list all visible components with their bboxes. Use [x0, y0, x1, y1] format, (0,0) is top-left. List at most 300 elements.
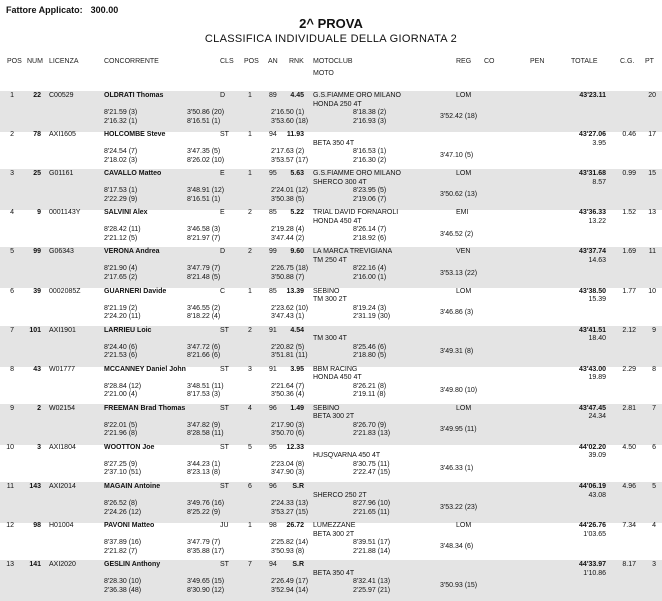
cell-time: 2'19.28 (4) [271, 226, 305, 234]
cell-time: 3'47.79 (7) [187, 539, 221, 547]
cell-num: 43 [33, 365, 41, 373]
cell-time: 8'19.24 (3) [353, 304, 387, 312]
cell-time: 8'35.88 (17) [187, 547, 225, 555]
col-pt: PT [645, 58, 654, 65]
cell-time: 8'21.66 (6) [187, 352, 221, 360]
cell-time: 8'16.51 (1) [187, 195, 221, 203]
cell-cg: 0.46 [622, 131, 636, 139]
cell-reg: LOM [456, 92, 472, 99]
cell-cg: 4.50 [622, 443, 636, 451]
cell-cls: JU [220, 522, 229, 530]
cell-licenza: AXI1605 [49, 131, 76, 139]
cell-time: 2'26.49 (17) [271, 578, 309, 586]
cell-an: 94 [269, 561, 277, 569]
cell-time: 3'50.38 (5) [271, 195, 305, 203]
cell-pos: 2 [10, 131, 14, 139]
col-concorrente: CONCORRENTE [104, 58, 159, 65]
cell-pos: 10 [6, 443, 14, 451]
cell-rnk: S.R [292, 561, 304, 569]
cell-cg: 4.96 [622, 483, 636, 490]
cell-time: 3'47.79 (7) [187, 265, 221, 273]
cell-time: 3'46.33 (1) [440, 465, 474, 473]
col-co: CO [484, 58, 495, 65]
table-row [0, 91, 662, 132]
cell-time: 8'25.22 (9) [187, 508, 221, 516]
cell-pt: 4 [652, 522, 656, 530]
cell-time: 8'26.21 (8) [353, 382, 387, 390]
cell-time: 3'53.60 (18) [271, 117, 309, 125]
cell-time: 3'53.27 (15) [271, 508, 309, 516]
cell-num: 101 [29, 326, 41, 334]
cell-an: 96 [269, 404, 277, 412]
cell-gap: 1'03.65 [583, 530, 606, 538]
cell-time: 3'48.51 (11) [187, 382, 224, 390]
cell-pos2: 6 [248, 483, 252, 490]
table-row [0, 130, 662, 171]
cell-concorrente: CAVALLO Matteo [104, 170, 162, 178]
cell-time: 3'49.95 (11) [440, 426, 477, 434]
cell-time: 8'24.40 (6) [104, 343, 138, 351]
cell-time: 2'24.20 (11) [104, 313, 141, 320]
cell-pos2: 1 [248, 287, 252, 295]
cell-moto: HUSQVARNA 450 4T [313, 452, 381, 460]
cell-cls: ST [220, 365, 229, 373]
cell-pos2: 2 [248, 248, 252, 256]
cell-time: 8'26.52 (8) [104, 500, 138, 507]
cell-totale: 44'02.20 [579, 443, 606, 451]
cell-gap: 43.08 [588, 491, 606, 499]
cell-pt: 17 [648, 131, 656, 139]
cell-time: 2'21.65 (11) [353, 508, 390, 516]
cell-time: 3'46.52 (2) [440, 230, 474, 238]
table-row [0, 247, 662, 288]
cell-reg: LOM [456, 522, 472, 530]
cell-time: 2'21.83 (13) [353, 430, 391, 438]
cell-moto: SHERCO 300 4T [313, 178, 367, 186]
cell-time: 8'26.02 (10) [187, 156, 225, 164]
cell-rnk: 13.39 [286, 287, 304, 295]
cell-time: 8'17.53 (3) [187, 391, 221, 399]
cell-licenza: W01777 [49, 365, 76, 373]
cell-time: 2'24.26 (12) [104, 508, 142, 516]
cell-cls: D [220, 92, 226, 99]
cell-moto: BETA 300 2T [313, 530, 355, 538]
cell-an: 94 [269, 131, 277, 139]
fattore-applicato [6, 5, 118, 15]
cell-licenza: C00529 [49, 92, 74, 99]
cell-time: 2'22.47 (15) [353, 469, 391, 477]
cell-time: 3'49.31 (8) [440, 347, 474, 355]
cell-time: 8'23.13 (8) [187, 469, 221, 477]
cell-time: 3'53.13 (22) [440, 269, 478, 277]
cell-rnk: 26.72 [286, 522, 304, 530]
col-num: NUM [27, 58, 43, 65]
cell-time: 2'18.92 (6) [353, 234, 387, 242]
col-cg: C.G. [620, 58, 635, 65]
cell-pos: 8 [10, 365, 14, 373]
cell-concorrente: HOLCOMBE Steve [104, 131, 166, 139]
cell-time: 8'26.14 (7) [353, 226, 387, 234]
cell-time: 2'24.01 (12) [271, 187, 309, 195]
cell-time: 3'46.58 (3) [187, 226, 221, 234]
cell-time: 8'18.22 (4) [187, 313, 221, 320]
cell-pos2: 2 [248, 209, 252, 217]
cell-motoclub: SEBINO [313, 404, 340, 412]
cell-pos2: 1 [248, 522, 252, 530]
cell-moto: TM 300 4T [313, 335, 347, 343]
cell-totale: 43'43.00 [579, 365, 606, 373]
cell-time: 8'21.19 (2) [104, 304, 138, 312]
cell-reg: LOM [456, 404, 472, 412]
cell-num: 78 [33, 131, 41, 139]
cell-an: 91 [269, 326, 277, 334]
cell-cls: ST [220, 326, 229, 334]
cell-pos: 1 [10, 92, 14, 99]
cell-time: 2'16.32 (1) [104, 117, 138, 125]
cell-time: 3'47.10 (5) [440, 152, 474, 160]
cell-time: 2'36.38 (48) [104, 586, 142, 594]
cell-rnk: 11.93 [286, 131, 304, 139]
cell-an: 95 [269, 170, 277, 178]
cell-pt: 10 [648, 287, 656, 295]
cell-time: 2'19.06 (7) [353, 195, 387, 203]
cell-time: 8'28.42 (11) [104, 226, 141, 234]
cell-motoclub: G.S.FIAMME ORO MILANO [313, 170, 401, 178]
cell-cls: ST [220, 483, 229, 490]
cell-cls: C [220, 287, 226, 295]
cell-concorrente: MCCANNEY Daniel John [104, 365, 186, 373]
cell-motoclub: BBM RACING [313, 365, 358, 373]
cell-time: 2'21.12 (5) [104, 234, 138, 242]
cell-time: 2'21.00 (4) [104, 391, 138, 399]
cell-time: 8'39.51 (17) [353, 539, 391, 547]
cell-gap: 39.09 [588, 452, 606, 460]
cell-time: 2'25.82 (14) [271, 539, 309, 547]
cell-licenza: G01161 [49, 170, 74, 178]
cell-time: 3'50.93 (8) [271, 547, 305, 555]
cell-time: 8'23.95 (5) [353, 187, 387, 195]
cell-rnk: 12.33 [286, 443, 304, 451]
cell-time: 2'23.62 (10) [271, 304, 309, 312]
cell-time: 2'24.33 (13) [271, 500, 309, 507]
cell-pt: 20 [648, 92, 656, 99]
cell-rnk: 5.22 [290, 209, 304, 217]
cell-moto: SHERCO 250 2T [313, 491, 367, 499]
col-cls: CLS [220, 58, 234, 65]
cell-cls: E [220, 170, 225, 178]
table-row [0, 560, 662, 601]
cell-time: 8'28.58 (11) [187, 430, 224, 438]
fattore-value: 300.00 [90, 5, 119, 15]
cell-pt: 6 [652, 443, 656, 451]
cell-time: 3'49.65 (15) [187, 578, 225, 586]
cell-totale: 43'27.06 [579, 131, 606, 139]
cell-time: 2'20.82 (5) [271, 343, 305, 351]
cell-pt: 9 [652, 326, 656, 334]
cell-concorrente: SALVINI Alex [104, 209, 148, 217]
cell-totale: 43'41.51 [579, 326, 606, 334]
cell-motoclub: LA MARCA TREVIGIANA [313, 248, 393, 256]
cell-time: 8'30.75 (11) [353, 460, 390, 468]
cell-pos2: 4 [248, 404, 252, 412]
cell-time: 3'47.90 (3) [271, 469, 305, 477]
cell-num: 25 [33, 170, 41, 178]
cell-cls: ST [220, 443, 229, 451]
cell-pt: 3 [652, 561, 656, 569]
cell-an: 95 [269, 443, 277, 451]
cell-licenza: AXI1804 [49, 443, 76, 451]
cell-num: 22 [33, 92, 41, 99]
cell-pos2: 1 [248, 170, 252, 178]
cell-pos2: 5 [248, 443, 252, 451]
col-licenza: LICENZA [49, 58, 79, 65]
cell-time: 2'21.96 (8) [104, 430, 138, 438]
cell-moto: HONDA 250 4T [313, 100, 362, 108]
cell-licenza: W02154 [49, 404, 76, 412]
cell-time: 8'21.97 (7) [187, 234, 221, 242]
cell-concorrente: GESLIN Anthony [104, 561, 161, 569]
cell-time: 2'16.30 (2) [353, 156, 387, 164]
table-row [0, 208, 662, 249]
cell-cls: ST [220, 131, 229, 139]
cell-an: 85 [269, 209, 277, 217]
cell-licenza: 0001143Y [49, 209, 81, 217]
cell-num: 98 [33, 522, 41, 530]
cell-time: 8'30.90 (12) [187, 586, 225, 594]
cell-cg: 2.81 [622, 404, 636, 412]
cell-cg: 2.29 [622, 365, 636, 373]
cell-totale: 43'23.11 [579, 92, 606, 99]
cell-rnk: 4.54 [290, 326, 304, 334]
table-row [0, 404, 662, 445]
cell-time: 8'16.53 (1) [353, 148, 387, 156]
cell-time: 2'21.53 (6) [104, 352, 138, 360]
cell-time: 2'21.64 (7) [271, 382, 305, 390]
cell-time: 2'37.10 (51) [104, 469, 142, 477]
col-motoclub: MOTOCLUB [313, 58, 353, 65]
cell-totale: 43'47.45 [579, 404, 606, 412]
cell-time: 3'47.72 (6) [187, 343, 221, 351]
cell-moto: BETA 350 4T [313, 139, 355, 147]
col-pos: POS [7, 58, 22, 65]
cell-pt: 7 [652, 404, 656, 412]
cell-pos: 9 [10, 404, 14, 412]
cell-time: 2'16.93 (3) [353, 117, 387, 125]
cell-cg: 0.99 [622, 170, 636, 178]
cell-num: 141 [29, 561, 41, 569]
cell-time: 3'48.91 (12) [187, 187, 225, 195]
cell-time: 3'50.62 (13) [440, 191, 478, 199]
cell-an: 98 [269, 522, 277, 530]
cell-time: 8'17.53 (1) [104, 187, 138, 195]
cell-cg: 1.69 [622, 248, 636, 256]
cell-an: 89 [269, 92, 277, 99]
col-pos2: POS [244, 58, 259, 65]
table-row [0, 326, 662, 367]
cell-totale: 43'38.50 [579, 287, 606, 295]
cell-concorrente: WOOTTON Joe [104, 443, 155, 451]
cell-concorrente: OLDRATI Thomas [104, 92, 164, 99]
cell-pos2: 1 [248, 131, 252, 139]
cell-rnk: S.R [292, 483, 304, 490]
cell-cg: 2.12 [622, 326, 636, 334]
cell-pt: 5 [652, 483, 656, 490]
cell-pt: 8 [652, 365, 656, 373]
cell-time: 8'18.38 (2) [353, 109, 387, 116]
cell-pos: 5 [10, 248, 14, 256]
cell-time: 2'19.11 (8) [353, 391, 386, 399]
col-moto: MOTO [313, 70, 334, 77]
cell-time: 3'46.86 (3) [440, 308, 474, 316]
cell-time: 3'50.93 (15) [440, 582, 478, 590]
cell-an: 85 [269, 287, 277, 295]
cell-moto: TM 250 4T [313, 256, 347, 264]
cell-pt: 13 [648, 209, 656, 217]
cell-rnk: 4.45 [290, 92, 304, 99]
cell-pos: 13 [6, 561, 14, 569]
cell-rnk: 1.49 [290, 404, 304, 412]
cell-num: 39 [33, 287, 41, 295]
cell-rnk: 3.95 [290, 365, 304, 373]
cell-time: 2'16.00 (1) [353, 273, 387, 281]
cell-time: 2'18.02 (3) [104, 156, 138, 164]
cell-time: 8'22.01 (5) [104, 421, 138, 429]
cell-moto: HONDA 450 4T [313, 217, 362, 225]
cell-gap: 14.63 [588, 256, 606, 264]
cell-time: 2'17.63 (2) [271, 148, 305, 156]
cell-cg: 8.17 [622, 561, 636, 569]
cell-time: 3'47.44 (2) [271, 234, 305, 242]
cell-time: 3'51.81 (11) [271, 352, 308, 360]
col-rnk: RNK [289, 58, 304, 65]
cell-time: 3'48.34 (6) [440, 543, 474, 551]
cell-time: 8'16.51 (1) [187, 117, 221, 125]
page-title: 2^ PROVA [299, 16, 363, 31]
cell-pos: 4 [10, 209, 14, 217]
cell-gap: 8.57 [592, 178, 606, 186]
table-row [0, 169, 662, 210]
cell-motoclub: LUMEZZANE [313, 522, 356, 530]
table-row [0, 287, 662, 328]
cell-time: 8'22.16 (4) [353, 265, 387, 273]
cell-num: 143 [29, 483, 41, 490]
table-row [0, 482, 662, 523]
cell-moto: TM 300 2T [313, 296, 347, 303]
cell-pos2: 3 [248, 365, 252, 373]
cell-num: 99 [33, 248, 41, 256]
cell-pt: 15 [648, 170, 656, 178]
cell-time: 2'22.29 (9) [104, 195, 138, 203]
cell-time: 3'50.86 (20) [187, 109, 225, 116]
cell-licenza: AXI2014 [49, 483, 76, 490]
cell-time: 3'53.57 (17) [271, 156, 309, 164]
cell-licenza: 0002085Z [49, 287, 81, 295]
cell-time: 2'21.88 (14) [353, 547, 391, 555]
cell-time: 2'31.19 (30) [353, 313, 391, 320]
cell-time: 2'21.82 (7) [104, 547, 138, 555]
cell-time: 3'47.43 (1) [271, 313, 305, 320]
col-pen: PEN [530, 58, 545, 65]
cell-time: 2'16.50 (1) [271, 109, 305, 116]
cell-an: 99 [269, 248, 277, 256]
cell-an: 91 [269, 365, 277, 373]
cell-time: 2'23.04 (8) [271, 460, 305, 468]
cell-cls: ST [220, 561, 229, 569]
cell-totale: 43'37.74 [579, 248, 606, 256]
cell-time: 3'52.94 (14) [271, 586, 309, 594]
cell-num: 9 [37, 209, 41, 217]
cell-motoclub: TRIAL DAVID FORNAROLI [313, 209, 399, 217]
table-row [0, 521, 662, 562]
cell-pos: 12 [6, 522, 14, 530]
cell-gap: 13.22 [588, 217, 606, 225]
cell-licenza: G06343 [49, 248, 74, 256]
cell-moto: HONDA 450 4T [313, 374, 362, 382]
cell-concorrente: PAVONI Matteo [104, 522, 155, 530]
cell-concorrente: VERONA Andrea [104, 248, 160, 256]
cell-cls: E [220, 209, 225, 217]
cell-reg: VEN [456, 248, 471, 256]
cell-licenza: AXI1901 [49, 326, 76, 334]
cell-totale: 44'06.19 [579, 483, 606, 490]
cell-time: 3'47.82 (9) [187, 421, 221, 429]
table-row [0, 443, 662, 484]
cell-time: 8'21.48 (5) [187, 273, 221, 281]
cell-moto: BETA 300 2T [313, 413, 355, 421]
cell-time: 3'50.88 (7) [271, 273, 305, 281]
cell-time: 2'26.75 (18) [271, 265, 309, 273]
cell-time: 8'27.25 (9) [104, 460, 138, 468]
cell-cg: 7.34 [622, 522, 636, 530]
cell-num: 2 [37, 404, 41, 412]
cell-moto: BETA 350 4T [313, 569, 355, 577]
fattore-label: Fattore Applicato: [6, 5, 83, 15]
cell-time: 8'21.90 (4) [104, 265, 138, 273]
col-totale: TOTALE [571, 58, 598, 65]
cell-totale: 44'26.76 [579, 522, 606, 530]
cell-time: 2'25.97 (21) [353, 586, 391, 594]
cell-an: 96 [269, 483, 277, 490]
cell-time: 8'26.70 (9) [353, 421, 387, 429]
cell-pos: 11 [6, 483, 14, 490]
cell-pos2: 2 [248, 326, 252, 334]
cell-cls: ST [220, 404, 229, 412]
col-reg: REG [456, 58, 472, 65]
table-row [0, 365, 662, 406]
cell-gap: 1'10.86 [583, 569, 606, 577]
cell-licenza: H01004 [49, 522, 74, 530]
cell-time: 3'47.35 (5) [187, 148, 221, 156]
cell-time: 2'17.90 (3) [271, 421, 305, 429]
cell-rnk: 5.63 [290, 170, 304, 178]
cell-totale: 43'31.68 [579, 170, 606, 178]
cell-pos2: 1 [248, 92, 252, 99]
cell-motoclub: SEBINO [313, 287, 340, 295]
cell-time: 3'49.80 (10) [440, 386, 478, 394]
cell-time: 3'44.23 (1) [187, 460, 221, 468]
cell-pos: 3 [10, 170, 14, 178]
cell-time: 8'21.59 (3) [104, 109, 138, 116]
cell-time: 8'28.84 (12) [104, 382, 142, 390]
cell-reg: EMI [456, 209, 469, 217]
cell-gap: 3.95 [592, 139, 606, 147]
cell-pt: 11 [648, 248, 656, 256]
cell-time: 3'50.70 (6) [271, 430, 305, 438]
cell-cg: 1.52 [622, 209, 636, 217]
page-subtitle: CLASSIFICA INDIVIDUALE DELLA GIORNATA 2 [204, 33, 458, 45]
cell-cls: D [220, 248, 226, 256]
cell-time: 8'28.30 (10) [104, 578, 142, 586]
